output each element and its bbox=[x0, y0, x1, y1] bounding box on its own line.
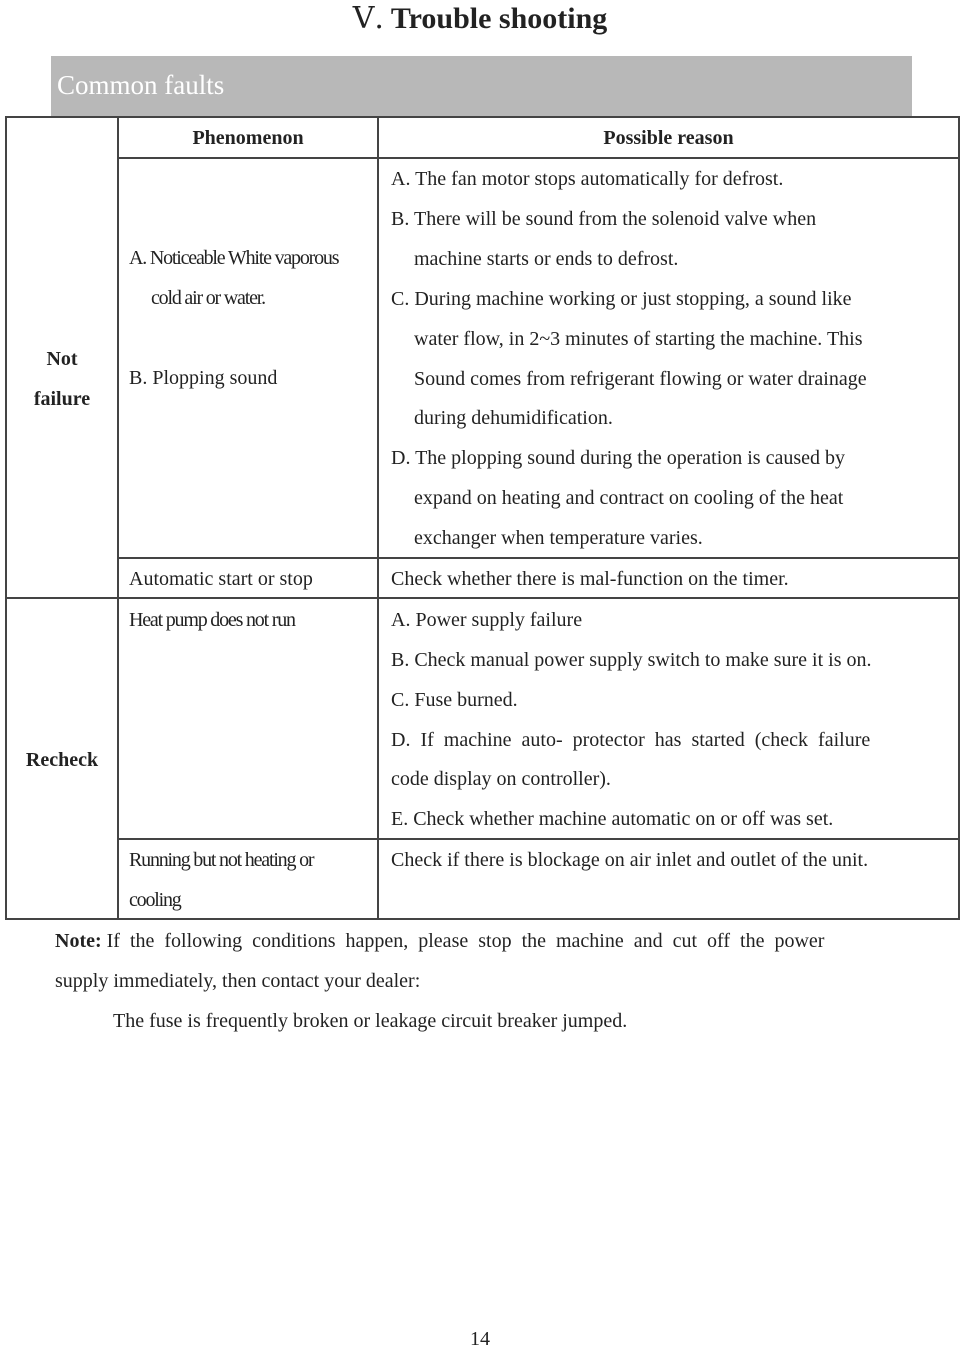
reason-line: C. Fuse burned. bbox=[391, 689, 518, 711]
phenomenon-text: B. Plopping sound bbox=[129, 367, 278, 389]
phenomenon-text: Heat pump does not run bbox=[129, 609, 295, 631]
page-number: 14 bbox=[470, 1328, 490, 1350]
phenomenon-text: Automatic start or stop bbox=[129, 568, 313, 590]
table-border-left bbox=[5, 116, 7, 920]
reason-line: Sound comes from refrigerant flowing or water drainage bbox=[414, 368, 867, 390]
note-text: The fuse is frequently broken or leakage circuit breaker jumped. bbox=[113, 1010, 628, 1032]
phenomenon-text: A. Noticeable White vaporous bbox=[129, 247, 339, 269]
note-label: Note: bbox=[55, 930, 102, 952]
category-label: Recheck bbox=[25, 749, 99, 771]
reason-line: exchanger when temperature varies. bbox=[414, 527, 703, 549]
category-label: Not bbox=[46, 348, 78, 370]
page-title bbox=[0, 0, 960, 38]
section-title: Common faults bbox=[57, 70, 225, 100]
reason-line: machine starts or ends to defrost. bbox=[414, 248, 679, 270]
phenomenon-text: Running but not heating or bbox=[129, 849, 314, 871]
note-paragraph bbox=[55, 921, 824, 961]
header-possible-reason: Possible reason bbox=[603, 127, 734, 149]
reason-line: E. Check whether machine automatic on or off was set. bbox=[391, 808, 834, 830]
reason-line: A. Power supply failure bbox=[391, 609, 583, 631]
reason-line: code display on controller). bbox=[391, 768, 611, 790]
reason-line: A. The fan motor stops automatically for defrost. bbox=[391, 168, 784, 190]
column-divider bbox=[117, 116, 119, 920]
reason-line: water flow, in 2~3 minutes of starting the machine. This bbox=[414, 328, 863, 350]
reason-line: B. There will be sound from the solenoid valve when bbox=[391, 208, 817, 230]
note-text: supply immediately, then contact your dealer: bbox=[55, 970, 421, 992]
reason-line: B. Check manual power supply switch to make sure it is on. bbox=[391, 649, 872, 671]
reason-line: D. The plopping sound during the operation is caused by bbox=[391, 447, 846, 469]
phenomenon-text: cooling bbox=[129, 889, 181, 911]
reason-line: Check if there is blockage on air inlet and outlet of the unit. bbox=[391, 849, 869, 871]
chapter-title: Trouble shooting bbox=[390, 2, 608, 35]
reason-line: during dehumidification. bbox=[414, 407, 613, 429]
reason-line: expand on heating and contract on cooling of the heat bbox=[414, 487, 844, 509]
phenomenon-text: cold air or water. bbox=[151, 287, 265, 309]
section-header-bar bbox=[51, 56, 912, 116]
header-phenomenon: Phenomenon bbox=[192, 127, 304, 149]
column-divider bbox=[377, 116, 379, 920]
reason-line: Check whether there is mal-function on the timer. bbox=[391, 568, 789, 590]
reason-line: D. If machine auto- protector has started (check failure bbox=[391, 729, 871, 751]
category-label: failure bbox=[33, 388, 91, 410]
reason-line: C. During machine working or just stopping, a sound like bbox=[391, 288, 852, 310]
chapter-numeral: Ⅴ. bbox=[352, 1, 384, 36]
note-text: If the following conditions happen, please stop the machine and cut off the power bbox=[106, 930, 825, 952]
